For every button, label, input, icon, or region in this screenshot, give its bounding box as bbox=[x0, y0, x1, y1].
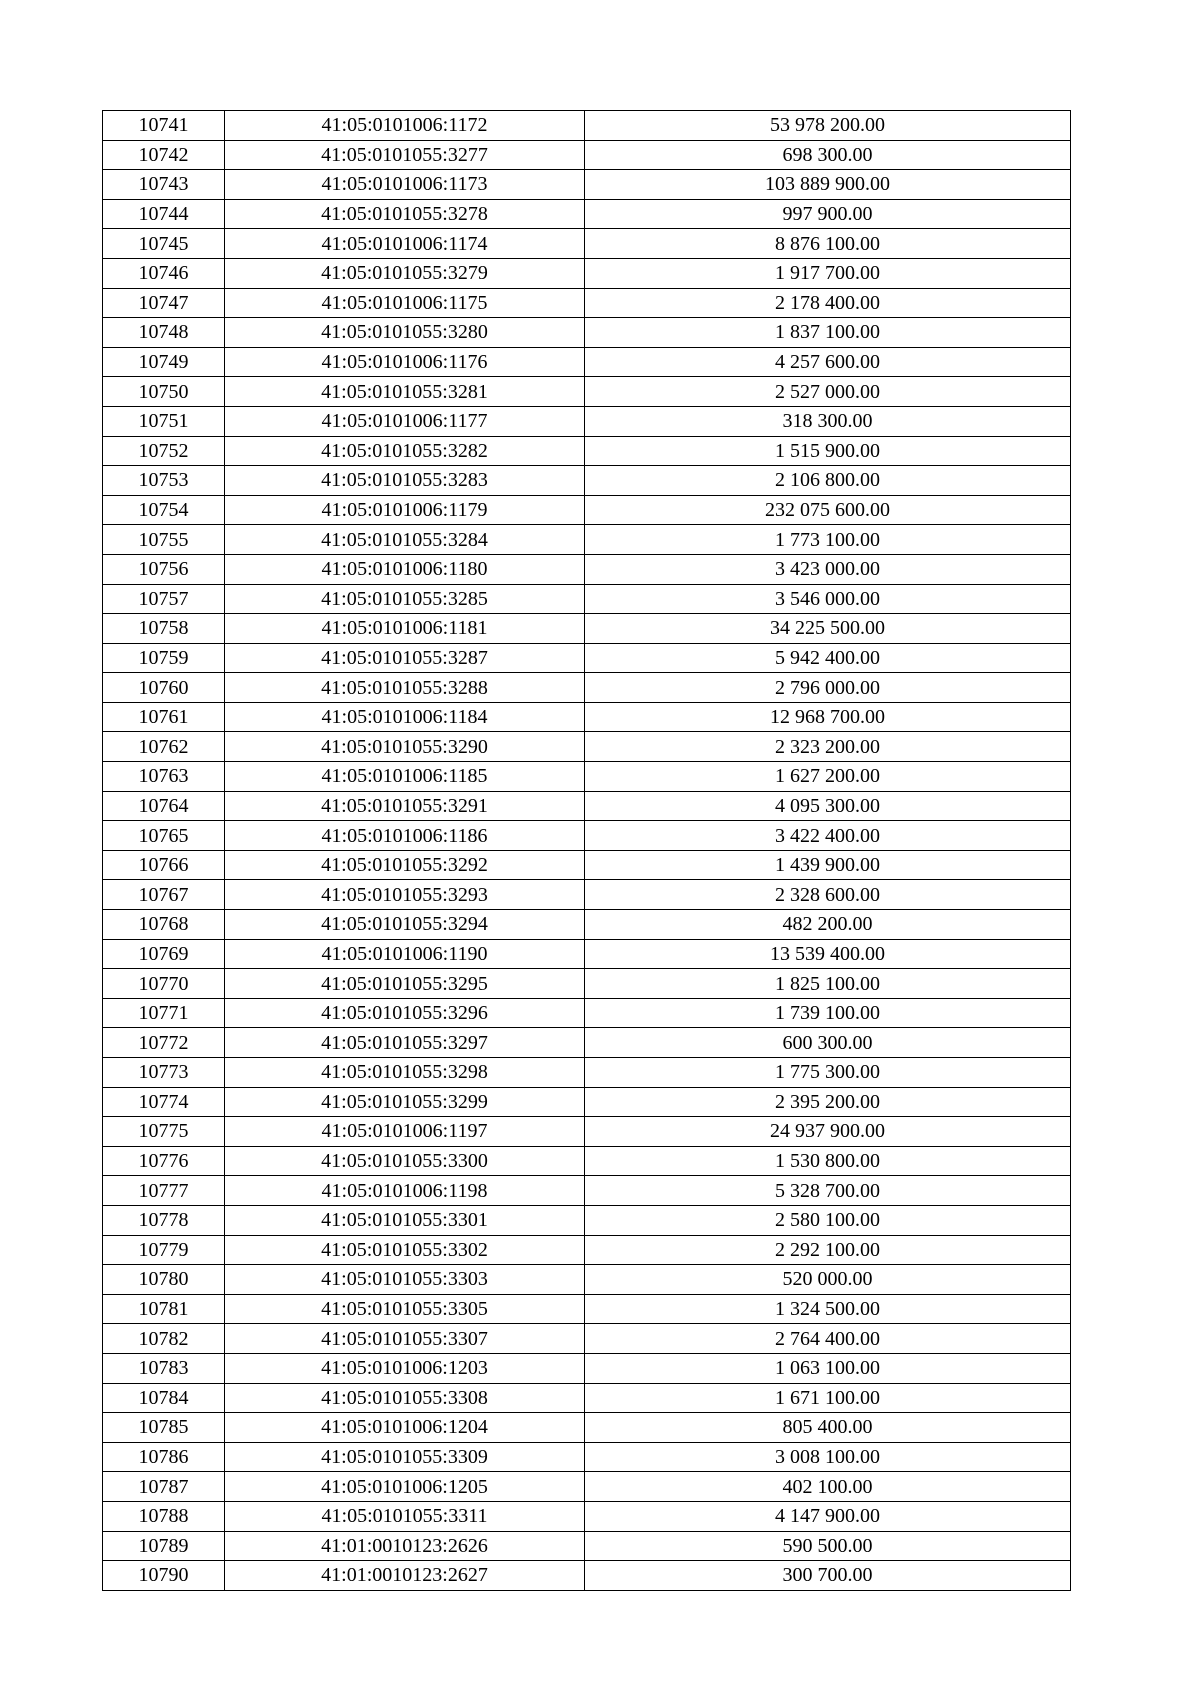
table-row bbox=[103, 1117, 1071, 1147]
cadastral-value-cell: 103 889 900.00 bbox=[585, 170, 1071, 200]
cadastral-value-cell: 2 323 200.00 bbox=[585, 732, 1071, 762]
table-row bbox=[103, 998, 1071, 1028]
cadastral-value-cell: 520 000.00 bbox=[585, 1265, 1071, 1295]
row-number-cell: 10782 bbox=[103, 1324, 225, 1354]
row-number-cell: 10743 bbox=[103, 170, 225, 200]
row-number-cell: 10775 bbox=[103, 1117, 225, 1147]
cadastral-value-cell: 318 300.00 bbox=[585, 406, 1071, 436]
row-number-cell: 10774 bbox=[103, 1087, 225, 1117]
cadastral-value-cell: 1 671 100.00 bbox=[585, 1383, 1071, 1413]
cadastral-value-cell: 34 225 500.00 bbox=[585, 614, 1071, 644]
table-row bbox=[103, 1324, 1071, 1354]
table-row bbox=[103, 1205, 1071, 1235]
table-row bbox=[103, 1501, 1071, 1531]
row-number-cell: 10745 bbox=[103, 229, 225, 259]
cadastral-number-cell: 41:05:0101055:3285 bbox=[225, 584, 585, 614]
cadastral-number-cell: 41:01:0010123:2627 bbox=[225, 1561, 585, 1591]
row-number-cell: 10768 bbox=[103, 910, 225, 940]
cadastral-value-cell: 3 546 000.00 bbox=[585, 584, 1071, 614]
row-number-cell: 10781 bbox=[103, 1294, 225, 1324]
cadastral-value-cell: 5 328 700.00 bbox=[585, 1176, 1071, 1206]
table-row bbox=[103, 1235, 1071, 1265]
table-row bbox=[103, 673, 1071, 703]
table-row bbox=[103, 732, 1071, 762]
table-row bbox=[103, 1561, 1071, 1591]
row-number-cell: 10754 bbox=[103, 495, 225, 525]
cadastral-value-cell: 3 008 100.00 bbox=[585, 1442, 1071, 1472]
cadastral-number-cell: 41:05:0101006:1179 bbox=[225, 495, 585, 525]
table-row bbox=[103, 910, 1071, 940]
row-number-cell: 10753 bbox=[103, 466, 225, 496]
row-number-cell: 10783 bbox=[103, 1353, 225, 1383]
row-number-cell: 10788 bbox=[103, 1501, 225, 1531]
cadastral-number-cell: 41:05:0101055:3290 bbox=[225, 732, 585, 762]
cadastral-value-cell: 2 328 600.00 bbox=[585, 880, 1071, 910]
table-row bbox=[103, 288, 1071, 318]
row-number-cell: 10744 bbox=[103, 199, 225, 229]
row-number-cell: 10749 bbox=[103, 347, 225, 377]
cadastral-value-cell: 2 796 000.00 bbox=[585, 673, 1071, 703]
cadastral-number-cell: 41:05:0101055:3278 bbox=[225, 199, 585, 229]
cadastral-number-cell: 41:05:0101055:3308 bbox=[225, 1383, 585, 1413]
table-row bbox=[103, 466, 1071, 496]
cadastral-number-cell: 41:05:0101055:3282 bbox=[225, 436, 585, 466]
cadastral-value-cell: 1 439 900.00 bbox=[585, 850, 1071, 880]
cadastral-value-cell: 1 825 100.00 bbox=[585, 969, 1071, 999]
cadastral-number-cell: 41:05:0101006:1186 bbox=[225, 821, 585, 851]
table-row bbox=[103, 702, 1071, 732]
cadastral-number-cell: 41:05:0101055:3303 bbox=[225, 1265, 585, 1295]
cadastral-number-cell: 41:05:0101006:1190 bbox=[225, 939, 585, 969]
row-number-cell: 10750 bbox=[103, 377, 225, 407]
cadastral-value-cell: 1 627 200.00 bbox=[585, 762, 1071, 792]
table-row bbox=[103, 939, 1071, 969]
cadastral-number-cell: 41:05:0101055:3295 bbox=[225, 969, 585, 999]
cadastral-number-cell: 41:05:0101055:3309 bbox=[225, 1442, 585, 1472]
table-row bbox=[103, 1472, 1071, 1502]
cadastral-number-cell: 41:05:0101055:3288 bbox=[225, 673, 585, 703]
cadastral-value-cell: 1 324 500.00 bbox=[585, 1294, 1071, 1324]
cadastral-value-cell: 1 063 100.00 bbox=[585, 1353, 1071, 1383]
cadastral-value-cell: 1 837 100.00 bbox=[585, 318, 1071, 348]
cadastral-value-cell: 232 075 600.00 bbox=[585, 495, 1071, 525]
cadastral-number-cell: 41:05:0101055:3298 bbox=[225, 1058, 585, 1088]
cadastral-number-cell: 41:05:0101006:1205 bbox=[225, 1472, 585, 1502]
cadastral-number-cell: 41:05:0101055:3284 bbox=[225, 525, 585, 555]
row-number-cell: 10747 bbox=[103, 288, 225, 318]
cadastral-value-table bbox=[102, 110, 1071, 1591]
row-number-cell: 10762 bbox=[103, 732, 225, 762]
cadastral-value-cell: 2 178 400.00 bbox=[585, 288, 1071, 318]
table-row bbox=[103, 880, 1071, 910]
row-number-cell: 10741 bbox=[103, 111, 225, 141]
table-row bbox=[103, 406, 1071, 436]
row-number-cell: 10789 bbox=[103, 1531, 225, 1561]
row-number-cell: 10742 bbox=[103, 140, 225, 170]
table-row bbox=[103, 1413, 1071, 1443]
table-row bbox=[103, 791, 1071, 821]
cadastral-value-cell: 402 100.00 bbox=[585, 1472, 1071, 1502]
row-number-cell: 10772 bbox=[103, 1028, 225, 1058]
cadastral-value-cell: 4 147 900.00 bbox=[585, 1501, 1071, 1531]
table-row bbox=[103, 436, 1071, 466]
cadastral-number-cell: 41:05:0101006:1185 bbox=[225, 762, 585, 792]
cadastral-value-cell: 2 580 100.00 bbox=[585, 1205, 1071, 1235]
cadastral-number-cell: 41:05:0101006:1197 bbox=[225, 1117, 585, 1147]
cadastral-number-cell: 41:05:0101055:3305 bbox=[225, 1294, 585, 1324]
cadastral-value-cell: 2 527 000.00 bbox=[585, 377, 1071, 407]
row-number-cell: 10784 bbox=[103, 1383, 225, 1413]
table-row bbox=[103, 643, 1071, 673]
table-row bbox=[103, 584, 1071, 614]
cadastral-number-cell: 41:05:0101055:3292 bbox=[225, 850, 585, 880]
table-row bbox=[103, 377, 1071, 407]
table-row bbox=[103, 1353, 1071, 1383]
row-number-cell: 10765 bbox=[103, 821, 225, 851]
cadastral-value-cell: 8 876 100.00 bbox=[585, 229, 1071, 259]
table-row bbox=[103, 821, 1071, 851]
row-number-cell: 10759 bbox=[103, 643, 225, 673]
table-row bbox=[103, 1294, 1071, 1324]
cadastral-value-cell: 13 539 400.00 bbox=[585, 939, 1071, 969]
row-number-cell: 10790 bbox=[103, 1561, 225, 1591]
cadastral-value-cell: 482 200.00 bbox=[585, 910, 1071, 940]
cadastral-number-cell: 41:05:0101055:3280 bbox=[225, 318, 585, 348]
table-row bbox=[103, 199, 1071, 229]
row-number-cell: 10748 bbox=[103, 318, 225, 348]
row-number-cell: 10752 bbox=[103, 436, 225, 466]
cadastral-number-cell: 41:05:0101055:3287 bbox=[225, 643, 585, 673]
cadastral-number-cell: 41:01:0010123:2626 bbox=[225, 1531, 585, 1561]
cadastral-number-cell: 41:05:0101006:1177 bbox=[225, 406, 585, 436]
cadastral-number-cell: 41:05:0101006:1198 bbox=[225, 1176, 585, 1206]
cadastral-number-cell: 41:05:0101055:3302 bbox=[225, 1235, 585, 1265]
row-number-cell: 10763 bbox=[103, 762, 225, 792]
cadastral-number-cell: 41:05:0101055:3300 bbox=[225, 1146, 585, 1176]
cadastral-value-cell: 1 917 700.00 bbox=[585, 258, 1071, 288]
table-row bbox=[103, 1442, 1071, 1472]
row-number-cell: 10755 bbox=[103, 525, 225, 555]
row-number-cell: 10777 bbox=[103, 1176, 225, 1206]
cadastral-number-cell: 41:05:0101055:3301 bbox=[225, 1205, 585, 1235]
cadastral-number-cell: 41:05:0101006:1173 bbox=[225, 170, 585, 200]
cadastral-number-cell: 41:05:0101055:3299 bbox=[225, 1087, 585, 1117]
table-row bbox=[103, 762, 1071, 792]
row-number-cell: 10787 bbox=[103, 1472, 225, 1502]
cadastral-value-cell: 3 422 400.00 bbox=[585, 821, 1071, 851]
row-number-cell: 10780 bbox=[103, 1265, 225, 1295]
cadastral-number-cell: 41:05:0101006:1184 bbox=[225, 702, 585, 732]
table-body bbox=[103, 111, 1071, 1591]
cadastral-number-cell: 41:05:0101006:1174 bbox=[225, 229, 585, 259]
cadastral-number-cell: 41:05:0101006:1204 bbox=[225, 1413, 585, 1443]
table-row bbox=[103, 1531, 1071, 1561]
row-number-cell: 10776 bbox=[103, 1146, 225, 1176]
cadastral-value-cell: 24 937 900.00 bbox=[585, 1117, 1071, 1147]
cadastral-value-cell: 2 764 400.00 bbox=[585, 1324, 1071, 1354]
cadastral-value-cell: 3 423 000.00 bbox=[585, 554, 1071, 584]
row-number-cell: 10778 bbox=[103, 1205, 225, 1235]
table-row bbox=[103, 1087, 1071, 1117]
cadastral-number-cell: 41:05:0101006:1180 bbox=[225, 554, 585, 584]
table-row bbox=[103, 1265, 1071, 1295]
cadastral-value-cell: 300 700.00 bbox=[585, 1561, 1071, 1591]
table-row bbox=[103, 525, 1071, 555]
row-number-cell: 10779 bbox=[103, 1235, 225, 1265]
cadastral-value-cell: 590 500.00 bbox=[585, 1531, 1071, 1561]
cadastral-number-cell: 41:05:0101055:3296 bbox=[225, 998, 585, 1028]
cadastral-number-cell: 41:05:0101055:3311 bbox=[225, 1501, 585, 1531]
row-number-cell: 10766 bbox=[103, 850, 225, 880]
table-row bbox=[103, 1176, 1071, 1206]
cadastral-value-cell: 4 257 600.00 bbox=[585, 347, 1071, 377]
row-number-cell: 10760 bbox=[103, 673, 225, 703]
cadastral-value-cell: 5 942 400.00 bbox=[585, 643, 1071, 673]
row-number-cell: 10751 bbox=[103, 406, 225, 436]
table-row bbox=[103, 170, 1071, 200]
table-row bbox=[103, 111, 1071, 141]
cadastral-value-cell: 1 530 800.00 bbox=[585, 1146, 1071, 1176]
cadastral-number-cell: 41:05:0101055:3291 bbox=[225, 791, 585, 821]
table-row bbox=[103, 850, 1071, 880]
cadastral-value-cell: 12 968 700.00 bbox=[585, 702, 1071, 732]
cadastral-value-cell: 53 978 200.00 bbox=[585, 111, 1071, 141]
cadastral-number-cell: 41:05:0101006:1172 bbox=[225, 111, 585, 141]
cadastral-number-cell: 41:05:0101055:3293 bbox=[225, 880, 585, 910]
cadastral-number-cell: 41:05:0101055:3283 bbox=[225, 466, 585, 496]
row-number-cell: 10761 bbox=[103, 702, 225, 732]
row-number-cell: 10785 bbox=[103, 1413, 225, 1443]
row-number-cell: 10786 bbox=[103, 1442, 225, 1472]
table-row bbox=[103, 347, 1071, 377]
cadastral-value-cell: 2 395 200.00 bbox=[585, 1087, 1071, 1117]
table-row bbox=[103, 614, 1071, 644]
table-row bbox=[103, 969, 1071, 999]
cadastral-number-cell: 41:05:0101006:1203 bbox=[225, 1353, 585, 1383]
table-row bbox=[103, 318, 1071, 348]
table-row bbox=[103, 1028, 1071, 1058]
cadastral-value-cell: 600 300.00 bbox=[585, 1028, 1071, 1058]
cadastral-value-cell: 698 300.00 bbox=[585, 140, 1071, 170]
table-row bbox=[103, 495, 1071, 525]
table-row bbox=[103, 1383, 1071, 1413]
row-number-cell: 10773 bbox=[103, 1058, 225, 1088]
table-row bbox=[103, 1058, 1071, 1088]
cadastral-number-cell: 41:05:0101006:1181 bbox=[225, 614, 585, 644]
table-row bbox=[103, 258, 1071, 288]
row-number-cell: 10758 bbox=[103, 614, 225, 644]
table-row bbox=[103, 229, 1071, 259]
cadastral-value-cell: 2 106 800.00 bbox=[585, 466, 1071, 496]
row-number-cell: 10764 bbox=[103, 791, 225, 821]
cadastral-number-cell: 41:05:0101055:3281 bbox=[225, 377, 585, 407]
cadastral-number-cell: 41:05:0101006:1175 bbox=[225, 288, 585, 318]
row-number-cell: 10771 bbox=[103, 998, 225, 1028]
cadastral-number-cell: 41:05:0101006:1176 bbox=[225, 347, 585, 377]
cadastral-value-cell: 1 739 100.00 bbox=[585, 998, 1071, 1028]
cadastral-value-cell: 4 095 300.00 bbox=[585, 791, 1071, 821]
table-row bbox=[103, 140, 1071, 170]
row-number-cell: 10756 bbox=[103, 554, 225, 584]
cadastral-value-cell: 805 400.00 bbox=[585, 1413, 1071, 1443]
row-number-cell: 10767 bbox=[103, 880, 225, 910]
cadastral-number-cell: 41:05:0101055:3307 bbox=[225, 1324, 585, 1354]
row-number-cell: 10769 bbox=[103, 939, 225, 969]
cadastral-value-cell: 1 773 100.00 bbox=[585, 525, 1071, 555]
row-number-cell: 10757 bbox=[103, 584, 225, 614]
cadastral-value-cell: 2 292 100.00 bbox=[585, 1235, 1071, 1265]
cadastral-value-cell: 1 515 900.00 bbox=[585, 436, 1071, 466]
table-row bbox=[103, 554, 1071, 584]
cadastral-number-cell: 41:05:0101055:3279 bbox=[225, 258, 585, 288]
cadastral-number-cell: 41:05:0101055:3294 bbox=[225, 910, 585, 940]
cadastral-value-cell: 1 775 300.00 bbox=[585, 1058, 1071, 1088]
table-row bbox=[103, 1146, 1071, 1176]
row-number-cell: 10746 bbox=[103, 258, 225, 288]
row-number-cell: 10770 bbox=[103, 969, 225, 999]
cadastral-number-cell: 41:05:0101055:3277 bbox=[225, 140, 585, 170]
cadastral-value-cell: 997 900.00 bbox=[585, 199, 1071, 229]
cadastral-number-cell: 41:05:0101055:3297 bbox=[225, 1028, 585, 1058]
